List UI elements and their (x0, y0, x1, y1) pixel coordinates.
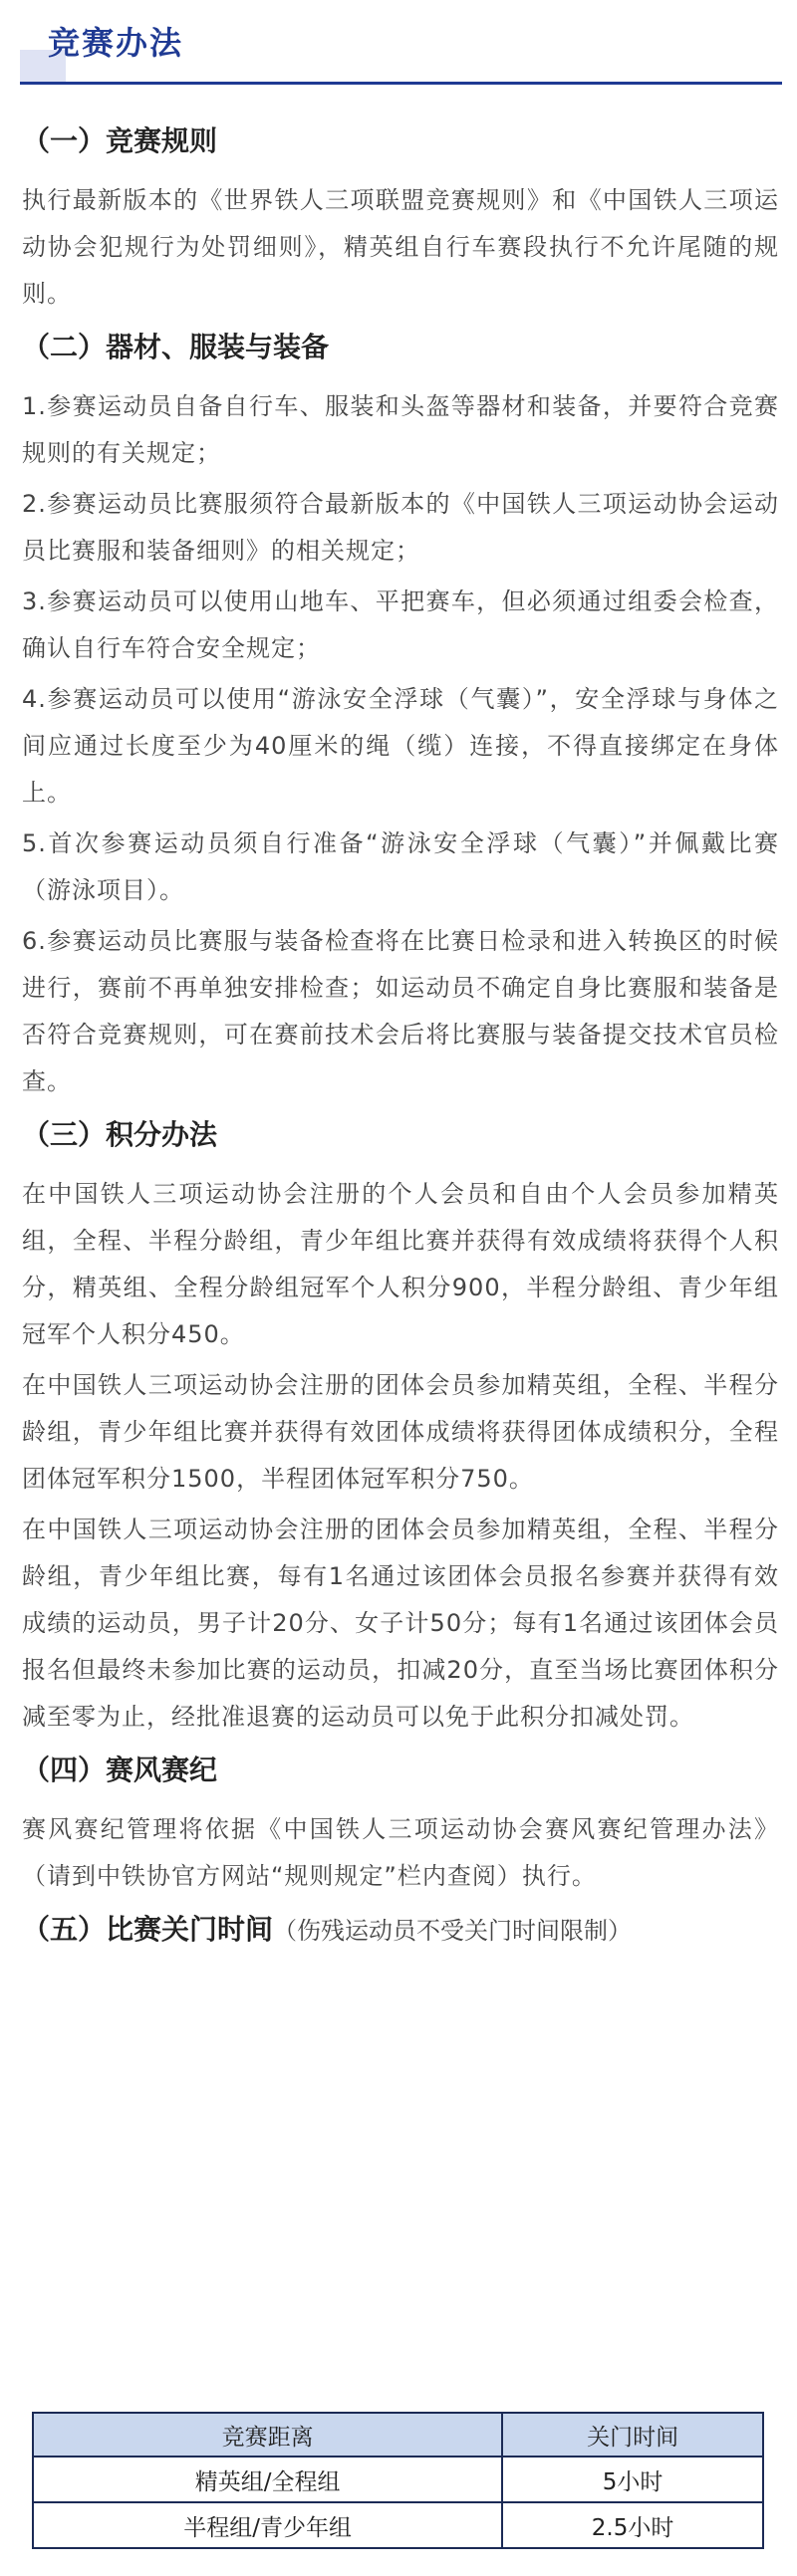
section-rules (22, 117, 779, 318)
section-title (22, 1906, 779, 1955)
section-title: （一）竞赛规则 (22, 124, 218, 157)
paragraph: 执行最新版本的《世界铁人三项联盟竞赛规则》和《中国铁人三项运动协会犯规行为处罚细则》，精英组自行车赛段执行不允许尾随的规则。 (22, 186, 779, 308)
table-cell: 精英组/全程组 (33, 2457, 502, 2502)
page-title: 竞赛办法 (48, 24, 184, 62)
section-title: （四）赛风赛纪 (22, 1754, 218, 1786)
paragraph: 3.参赛运动员可以使用山地车、平把赛车，但必须通过组委会检查，确认自行车符合安全规定； (22, 587, 779, 662)
content (22, 117, 779, 1967)
section-title: （二）器材、服装与装备 (22, 331, 330, 363)
paragraph: 在中国铁人三项运动协会注册的团体会员参加精英组，全程、半程分龄组，青少年组比赛，每有1名通过该团体会员报名参赛并获得有效成绩的运动员，男子计20分、女子计50分；每有1名通过该团体会员报名但最终未参加比赛的运动员，扣减20分，直至当场比赛团体积分减至零为止，经批准退赛的运动员可以免于此积分扣减处罚。 (22, 1516, 779, 1731)
section-cutoff-time (22, 1906, 779, 1955)
table-cell: 半程组/青少年组 (33, 2502, 502, 2548)
paragraph: 赛风赛纪管理将依据《中国铁人三项运动协会赛风赛纪管理办法》（请到中铁协官方网站“规则规定”栏内查阅）执行。 (22, 1815, 779, 1890)
section-title-text: （五）比赛关门时间 (22, 1913, 274, 1946)
table-cell: 5小时 (502, 2457, 763, 2502)
section-conduct (22, 1747, 779, 1900)
table-row (33, 2502, 763, 2548)
table-cell: 2.5小时 (502, 2502, 763, 2548)
section-title: （三）积分办法 (22, 1118, 218, 1151)
table-header-row (33, 2413, 763, 2457)
table-row (33, 2457, 763, 2502)
table-header-cell: 竞赛距离 (33, 2413, 502, 2457)
cutoff-table (32, 2412, 764, 2549)
section-note: （伤残运动员不受关门时间限制） (273, 1917, 633, 1945)
section-points (22, 1111, 779, 1741)
paragraph: 4.参赛运动员可以使用“游泳安全浮球（气囊）”，安全浮球与身体之间应通过长度至少为40厘米的绳（缆）连接，不得直接绑定在身体上。 (22, 685, 779, 807)
paragraph: 2.参赛运动员比赛服须符合最新版本的《中国铁人三项运动协会运动员比赛服和装备细则》的相关规定； (22, 490, 779, 565)
header (20, 14, 782, 82)
section-equipment (22, 324, 779, 1105)
paragraph: 在中国铁人三项运动协会注册的团体会员参加精英组，全程、半程分龄组，青少年组比赛并获得有效团体成绩将获得团体成绩积分，全程团体冠军积分1500，半程团体冠军积分750。 (22, 1371, 779, 1493)
paragraph: 6.参赛运动员比赛服与装备检查将在比赛日检录和进入转换区的时候进行，赛前不再单独安排检查；如运动员不确定自身比赛服和装备是否符合竞赛规则，可在赛前技术会后将比赛服与装备提交技术官员检查。 (22, 927, 779, 1095)
table-header-cell: 关门时间 (502, 2413, 763, 2457)
paragraph: 5.首次参赛运动员须自行准备“游泳安全浮球（气囊）”并佩戴比赛（游泳项目）。 (22, 829, 779, 904)
paragraph: 1.参赛运动员自备自行车、服装和头盔等器材和装备，并要符合竞赛规则的有关规定； (22, 392, 779, 467)
header-underline (20, 82, 782, 85)
paragraph: 在中国铁人三项运动协会注册的个人会员和自由个人会员参加精英组，全程、半程分龄组，青少年组比赛并获得有效成绩将获得个人积分，精英组、全程分龄组冠军个人积分900，半程分龄组、青少年组冠军个人积分450。 (22, 1180, 779, 1348)
